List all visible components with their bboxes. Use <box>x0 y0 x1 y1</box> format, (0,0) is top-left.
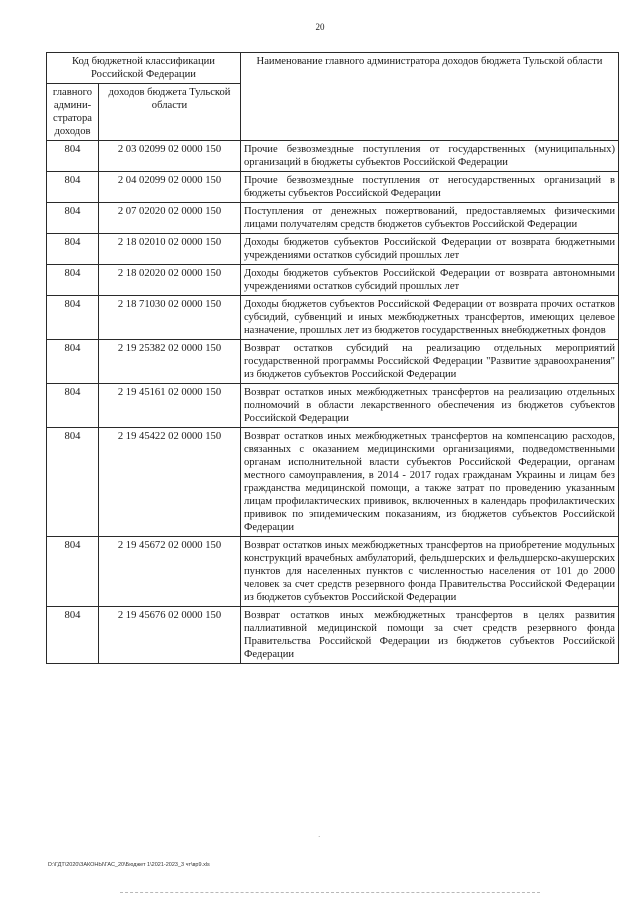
revenue-code-cell: 2 19 45672 02 0000 150 <box>99 537 241 607</box>
revenue-code-cell: 2 18 71030 02 0000 150 <box>99 296 241 340</box>
revenue-admin-table <box>46 52 619 664</box>
table-row <box>47 265 619 296</box>
revenue-name-cell: Поступления от денежных пожертвований, предоставляемых физическими лицами получателям средств бюджетов субъектов Российской Федерации <box>241 203 619 234</box>
revenue-name-cell: Возврат остатков иных межбюджетных трансфертов на приобретение модульных конструкций врачебных амбулаторий, фельдшерских и фельдшерско-акушерских пунктов для населенных пунктов с численностью населения от 101 до 2000 человек за счет средств резервного фонда Правительства Российской Федерации из бюджетов субъектов Российской Федерации <box>241 537 619 607</box>
revenue-code-cell: 2 19 45161 02 0000 150 <box>99 384 241 428</box>
table-header-row <box>47 53 619 84</box>
revenue-name-cell: Возврат остатков иных межбюджетных трансфертов в целях развития паллиативной медицинской помощи за счет средств резервного фонда Правительства Российской Федерации из бюджетов субъектов Российской Федерации <box>241 607 619 664</box>
table-row <box>47 537 619 607</box>
admin-code-cell: 804 <box>47 234 99 265</box>
admin-code-cell: 804 <box>47 537 99 607</box>
admin-code-cell: 804 <box>47 607 99 664</box>
administrator-column-header: главного админи-стратора доходов <box>47 84 99 141</box>
table-row <box>47 234 619 265</box>
revenue-name-cell: Возврат остатков иных межбюджетных трансфертов на компенсацию расходов, связанных с оказанием медицинскими организациями, подведомственными органам исполнительной власти субъектов Российской Федерации, органам местного самоуправления, в 2014 - 2017 годах гражданам Украины и лицам без гражданства медицинской помощи, а также затрат по проведению указанным лицам профилактических прививок, включенных в календарь профилактических прививок по эпидемическим показаниям, из бюджетов субъектов Российской Федерации <box>241 428 619 537</box>
revenue-code-cell: 2 07 02020 02 0000 150 <box>99 203 241 234</box>
admin-code-cell: 804 <box>47 428 99 537</box>
table-row <box>47 141 619 172</box>
name-column-header: Наименование главного администратора доходов бюджета Тульской области <box>241 53 619 141</box>
page-number: 20 <box>315 22 325 32</box>
revenue-code-cell: 2 03 02099 02 0000 150 <box>99 141 241 172</box>
revenue-name-cell: Доходы бюджетов субъектов Российской Федерации от возврата прочих остатков субсидий, субвенций и иных межбюджетных трансфертов, имеющих целевое назначение, прошлых лет из бюджетов государственных внебюджетных фондов <box>241 296 619 340</box>
admin-code-cell: 804 <box>47 296 99 340</box>
table-row <box>47 203 619 234</box>
revenue-name-cell: Прочие безвозмездные поступления от государственных (муниципальных) организаций в бюджеты субъектов Российской Федерации <box>241 141 619 172</box>
revenue-code-cell: 2 18 02020 02 0000 150 <box>99 265 241 296</box>
table-row <box>47 172 619 203</box>
table-row <box>47 296 619 340</box>
admin-code-cell: 804 <box>47 203 99 234</box>
scan-line-divider <box>120 892 540 893</box>
table-row <box>47 340 619 384</box>
footer-file-path: D:\ГДТ\2020\ЗАКОНЫ\ГАС_20\Бюджет 1\2021-2023_3 чт\вр9.xls <box>48 862 210 868</box>
revenue-name-cell: Прочие безвозмездные поступления от негосударственных организаций в бюджеты субъектов Российской Федерации <box>241 172 619 203</box>
revenue-name-cell: Доходы бюджетов субъектов Российской Федерации от возврата бюджетными учреждениями остатков субсидий прошлых лет <box>241 234 619 265</box>
revenue-name-cell: Доходы бюджетов субъектов Российской Федерации от возврата автономными учреждениями остатков субсидий прошлых лет <box>241 265 619 296</box>
admin-code-cell: 804 <box>47 384 99 428</box>
admin-code-cell: 804 <box>47 172 99 203</box>
admin-code-cell: 804 <box>47 340 99 384</box>
revenue-code-cell: 2 19 45676 02 0000 150 <box>99 607 241 664</box>
revenue-column-header: доходов бюджета Тульской области <box>99 84 241 141</box>
table-row <box>47 384 619 428</box>
revenue-name-cell: Возврат остатков иных межбюджетных трансфертов на реализацию отдельных полномочий в области лекарственного обеспечения из бюджетов субъектов Российской Федерации <box>241 384 619 428</box>
admin-code-cell: 804 <box>47 141 99 172</box>
table-row <box>47 607 619 664</box>
code-group-header: Код бюджетной классификации Российской Федерации <box>47 53 241 84</box>
scan-artifact: · <box>318 833 321 841</box>
table-body <box>47 141 619 664</box>
revenue-code-cell: 2 19 25382 02 0000 150 <box>99 340 241 384</box>
admin-code-cell: 804 <box>47 265 99 296</box>
revenue-code-cell: 2 19 45422 02 0000 150 <box>99 428 241 537</box>
revenue-code-cell: 2 04 02099 02 0000 150 <box>99 172 241 203</box>
table-row <box>47 428 619 537</box>
revenue-code-cell: 2 18 02010 02 0000 150 <box>99 234 241 265</box>
revenue-name-cell: Возврат остатков субсидий на реализацию отдельных мероприятий государственной программы Российской Федерации "Развитие здравоохранения" из бюджетов субъектов Российской Федерации <box>241 340 619 384</box>
